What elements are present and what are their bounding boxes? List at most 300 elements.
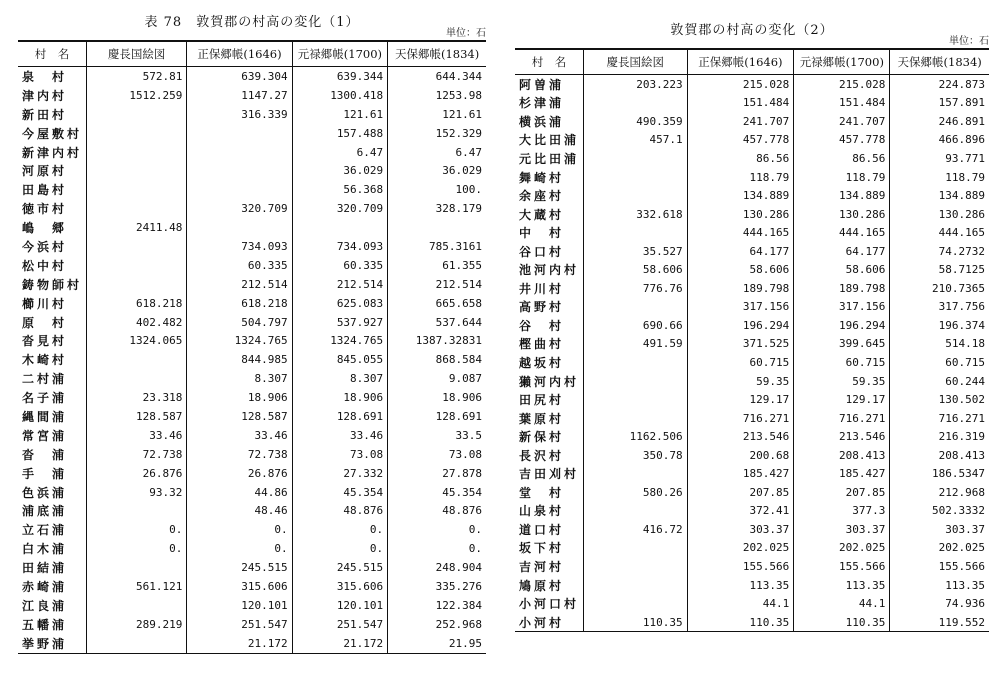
village-name-cell: 葉原村 [519,411,565,426]
yield-value-cell: 618.218 [87,294,187,313]
yield-value-cell: 120.101 [292,596,388,615]
table-row [515,539,989,558]
yield-value-cell [584,223,688,242]
yield-value-cell: 845.055 [292,350,388,369]
yield-value-cell: 0. [292,539,388,558]
yield-value-cell: 252.968 [388,615,486,634]
yield-value-cell: 320.709 [187,199,292,218]
yield-value-cell [584,390,688,409]
yield-value-cell: 48.46 [187,501,292,520]
village-name-cell: 横浜浦 [519,114,565,129]
yield-value-cell: 6.47 [388,143,486,162]
village-name-cell: 谷 村 [519,318,565,333]
yield-value-cell: 844.985 [187,350,292,369]
yield-value-cell: 186.5347 [890,464,989,483]
yield-value-cell [187,161,292,180]
yield-value-cell: 639.344 [292,67,388,86]
yield-value-cell: 328.179 [388,199,486,218]
yield-value-cell: 74.936 [890,594,989,613]
village-name-cell: 原 村 [22,315,68,330]
village-name-cell: 常宮浦 [22,428,68,443]
yield-value-cell: 0. [87,539,187,558]
yield-value-cell: 202.025 [687,539,794,558]
yield-value-cell: 33.5 [388,426,486,445]
yield-value-cell: 212.968 [890,483,989,502]
column-header: 村 名 [18,41,87,67]
table-row [515,353,989,372]
yield-value-cell: 8.307 [292,369,388,388]
yield-value-cell: 716.271 [687,409,794,428]
table-row [515,520,989,539]
yield-value-cell [87,199,187,218]
unit-label: 単位：石 [949,36,989,47]
yield-value-cell: 315.606 [187,577,292,596]
table-row [515,279,989,298]
yield-value-cell: 215.028 [794,75,890,94]
yield-value-cell: 26.876 [87,464,187,483]
yield-value-cell: 110.35 [687,613,794,632]
table-row [18,294,486,313]
table-row [515,112,989,131]
yield-value-cell: 44.1 [687,594,794,613]
yield-value-cell: 59.35 [687,372,794,391]
village-name-cell: 五幡浦 [22,617,68,632]
table-row [18,369,486,388]
yield-value-cell: 315.606 [292,577,388,596]
yield-value-cell: 639.304 [187,67,292,86]
yield-value-cell: 129.17 [794,390,890,409]
village-name-cell: 今浜村 [22,239,68,254]
table-row [18,143,486,162]
yield-value-cell [87,596,187,615]
village-name-cell: 谷口村 [519,244,565,259]
yield-value-cell: 213.546 [794,427,890,446]
table-row [18,596,486,615]
yield-value-cell: 60.715 [687,353,794,372]
yield-value-cell: 189.798 [687,279,794,298]
yield-value-cell: 690.66 [584,316,688,335]
yield-value-cell [87,180,187,199]
yield-value-cell: 130.286 [794,205,890,224]
column-header: 元禄郷帳(1700) [794,49,890,75]
yield-value-cell: 155.566 [687,557,794,576]
table-row [515,446,989,465]
yield-value-cell [87,143,187,162]
table-row [515,557,989,576]
yield-value-cell: 734.093 [292,237,388,256]
yield-value-cell: 416.72 [584,520,688,539]
yield-value-cell: 289.219 [87,615,187,634]
yield-value-cell: 185.427 [794,464,890,483]
yield-value-cell [187,180,292,199]
yield-value-cell [87,105,187,124]
yield-value-cell: 60.335 [187,256,292,275]
yield-value-cell: 208.413 [794,446,890,465]
yield-value-cell: 246.891 [890,112,989,131]
table-row [515,149,989,168]
yield-value-cell [584,502,688,521]
yield-value-cell [87,275,187,294]
yield-value-cell: 251.547 [292,615,388,634]
yield-value-cell [87,501,187,520]
yield-value-cell: 44.1 [794,594,890,613]
yield-value-cell: 45.354 [292,483,388,502]
table-row [515,94,989,113]
yield-value-cell: 129.17 [687,390,794,409]
yield-value-cell [584,594,688,613]
right-table-panel [515,22,989,632]
yield-value-cell: 202.025 [794,539,890,558]
yield-value-cell [87,124,187,143]
yield-value-cell: 64.177 [687,242,794,261]
yield-value-cell: 332.618 [584,205,688,224]
yield-value-cell: 58.7125 [890,260,989,279]
yield-value-cell: 317.156 [794,298,890,317]
table-row [18,445,486,464]
yield-value-cell: 196.374 [890,316,989,335]
yield-value-cell: 202.025 [890,539,989,558]
yield-value-cell: 36.029 [292,161,388,180]
table-row [515,205,989,224]
village-name-cell: 手 浦 [22,466,68,481]
yield-value-cell: 113.35 [794,576,890,595]
table-row [515,316,989,335]
yield-value-cell: 130.502 [890,390,989,409]
yield-value-cell: 48.876 [292,501,388,520]
yield-value-cell: 1512.259 [87,86,187,105]
yield-value-cell [584,557,688,576]
yield-value-cell: 1253.98 [388,86,486,105]
village-name-cell: 江良浦 [22,598,68,613]
village-name-cell: 浦底浦 [22,504,68,519]
yield-value-cell [584,353,688,372]
table-row [18,161,486,180]
village-name-cell: 木崎村 [22,353,68,368]
yield-value-cell: 93.32 [87,483,187,502]
table-row [18,483,486,502]
village-name-cell: 徳市村 [22,202,68,217]
yield-value-cell: 128.691 [388,407,486,426]
yield-value-cell: 72.738 [87,445,187,464]
yield-value-cell [87,558,187,577]
yield-value-cell [584,94,688,113]
left-table-panel [18,14,486,654]
village-name-cell: 中 村 [519,226,565,241]
village-name-cell: 新保村 [519,430,565,445]
yield-value-cell: 134.889 [890,186,989,205]
yield-value-cell: 303.37 [794,520,890,539]
yield-value-cell: 110.35 [794,613,890,632]
yield-value-cell: 0. [388,539,486,558]
yield-value-cell: 33.46 [187,426,292,445]
yield-value-cell: 245.515 [187,558,292,577]
yield-value-cell: 58.606 [794,260,890,279]
yield-value-cell: 118.79 [890,168,989,187]
table-row [515,613,989,632]
yield-value-cell [584,168,688,187]
yield-value-cell: 35.527 [584,242,688,261]
yield-value-cell: 444.165 [794,223,890,242]
table-title: 表 78 敦賀郡の村高の変化（1） [144,15,360,30]
table-row [18,501,486,520]
yield-value-cell: 514.18 [890,335,989,354]
yield-value-cell: 1324.065 [87,331,187,350]
village-name-cell: 新津内村 [22,145,83,160]
village-yield-table-2 [515,48,989,632]
yield-value-cell: 45.354 [388,483,486,502]
yield-value-cell: 303.37 [687,520,794,539]
yield-value-cell: 785.3161 [388,237,486,256]
village-name-cell: 堂 村 [519,485,565,500]
yield-value-cell: 504.797 [187,313,292,332]
table-row [18,124,486,143]
yield-value-cell: 61.355 [388,256,486,275]
yield-value-cell: 58.606 [584,260,688,279]
column-header: 正保郷帳(1646) [187,41,292,67]
village-name-cell: 嶋 郷 [22,221,68,236]
village-name-cell: 白木浦 [22,542,68,557]
village-name-cell: 二村浦 [22,372,68,387]
yield-value-cell: 1147.27 [187,86,292,105]
village-name-cell: 大比田浦 [519,133,580,148]
yield-value-cell: 203.223 [584,75,688,94]
column-header: 天保郷帳(1834) [388,41,486,67]
column-header: 慶長国絵図 [87,41,187,67]
table-row [18,180,486,199]
yield-value-cell: 128.691 [292,407,388,426]
yield-value-cell: 200.68 [687,446,794,465]
table-row [515,260,989,279]
table-row [515,168,989,187]
village-name-cell: 余座村 [519,189,565,204]
yield-value-cell: 113.35 [890,576,989,595]
table-row [18,388,486,407]
table-row [18,313,486,332]
yield-value-cell: 207.85 [794,483,890,502]
table-row [18,426,486,445]
yield-value-cell: 572.81 [87,67,187,86]
yield-value-cell: 208.413 [890,446,989,465]
yield-value-cell: 1324.765 [187,331,292,350]
yield-value-cell: 0. [87,520,187,539]
yield-value-cell: 44.86 [187,483,292,502]
village-name-cell: 縄間浦 [22,409,68,424]
yield-value-cell: 537.927 [292,313,388,332]
yield-value-cell: 113.35 [687,576,794,595]
yield-value-cell: 21.172 [292,634,388,653]
yield-value-cell: 644.344 [388,67,486,86]
yield-value-cell: 27.878 [388,464,486,483]
yield-value-cell: 0. [292,520,388,539]
yield-value-cell: 27.332 [292,464,388,483]
yield-value-cell [584,186,688,205]
table-row [18,634,486,653]
yield-value-cell: 212.514 [292,275,388,294]
yield-value-cell: 399.645 [794,335,890,354]
yield-value-cell: 1300.418 [292,86,388,105]
yield-value-cell: 625.083 [292,294,388,313]
yield-value-cell [87,369,187,388]
yield-value-cell: 36.029 [388,161,486,180]
yield-value-cell: 26.876 [187,464,292,483]
header-row [18,41,486,67]
yield-value-cell: 185.427 [687,464,794,483]
yield-value-cell: 33.46 [87,426,187,445]
yield-value-cell: 665.658 [388,294,486,313]
village-name-cell: 坂下村 [519,541,565,556]
table-row [18,520,486,539]
yield-value-cell: 128.587 [187,407,292,426]
yield-value-cell: 60.244 [890,372,989,391]
yield-value-cell: 350.78 [584,446,688,465]
yield-value-cell: 490.359 [584,112,688,131]
yield-value-cell [584,409,688,428]
yield-value-cell: 130.286 [687,205,794,224]
table-row [18,331,486,350]
table-row [18,464,486,483]
yield-value-cell: 189.798 [794,279,890,298]
table-row [18,539,486,558]
yield-value-cell: 0. [187,520,292,539]
yield-value-cell: 1324.765 [292,331,388,350]
table-row [18,237,486,256]
yield-value-cell: 1162.506 [584,427,688,446]
yield-value-cell: 224.873 [890,75,989,94]
yield-value-cell: 118.79 [687,168,794,187]
village-name-cell: 吉河村 [519,559,565,574]
yield-value-cell: 457.778 [687,131,794,150]
yield-value-cell: 444.165 [687,223,794,242]
yield-value-cell: 245.515 [292,558,388,577]
yield-value-cell [87,634,187,653]
village-name-cell: 鋳物師村 [22,277,83,292]
village-name-cell: 津内村 [22,88,68,103]
yield-value-cell: 134.889 [794,186,890,205]
yield-value-cell: 0. [388,520,486,539]
yield-value-cell: 241.707 [687,112,794,131]
table-row [515,372,989,391]
village-name-cell: 杉津浦 [519,96,565,111]
yield-value-cell: 86.56 [687,149,794,168]
yield-value-cell [584,372,688,391]
village-name-cell: 今屋敷村 [22,126,83,141]
yield-value-cell [584,298,688,317]
column-header: 村 名 [515,49,584,75]
table-row [515,576,989,595]
yield-value-cell: 58.606 [687,260,794,279]
yield-value-cell [584,539,688,558]
yield-value-cell: 134.889 [687,186,794,205]
yield-value-cell [87,256,187,275]
village-name-cell: 山泉村 [519,504,565,519]
yield-value-cell: 248.904 [388,558,486,577]
yield-value-cell [187,124,292,143]
village-name-cell: 田結浦 [22,561,68,576]
yield-value-cell: 372.41 [687,502,794,521]
yield-value-cell: 64.177 [794,242,890,261]
yield-value-cell: 93.771 [890,149,989,168]
table-row [18,67,486,86]
village-name-cell: 池河内村 [519,263,580,278]
yield-value-cell: 60.715 [890,353,989,372]
table-row [515,594,989,613]
village-name-cell: 色浜浦 [22,485,68,500]
table-row [18,199,486,218]
yield-value-cell: 18.906 [187,388,292,407]
village-name-cell: 松中村 [22,258,68,273]
yield-value-cell: 371.525 [687,335,794,354]
table-row [515,390,989,409]
table-row [515,75,989,94]
yield-value-cell: 2411.48 [87,218,187,237]
village-name-cell: 田尻村 [519,393,565,408]
village-name-cell: 高野村 [519,300,565,315]
yield-value-cell: 119.552 [890,613,989,632]
yield-value-cell [87,161,187,180]
yield-value-cell: 537.644 [388,313,486,332]
yield-value-cell: 580.26 [584,483,688,502]
yield-value-cell: 317.156 [687,298,794,317]
table-row [515,223,989,242]
header-row [515,49,989,75]
yield-value-cell: 335.276 [388,577,486,596]
village-name-cell: 小河口村 [519,597,580,612]
column-header: 正保郷帳(1646) [687,49,794,75]
yield-value-cell: 151.484 [687,94,794,113]
village-name-cell: 大蔵村 [519,207,565,222]
column-header: 元禄郷帳(1700) [292,41,388,67]
yield-value-cell [187,218,292,237]
yield-value-cell: 100. [388,180,486,199]
column-header: 慶長国絵図 [584,49,688,75]
yield-value-cell: 457.1 [584,131,688,150]
yield-value-cell [292,218,388,237]
yield-value-cell: 776.76 [584,279,688,298]
table-row [515,131,989,150]
table-row [515,483,989,502]
yield-value-cell: 561.121 [87,577,187,596]
village-name-cell: 道口村 [519,522,565,537]
yield-value-cell: 33.46 [292,426,388,445]
yield-value-cell: 56.368 [292,180,388,199]
yield-value-cell: 21.95 [388,634,486,653]
yield-value-cell: 303.37 [890,520,989,539]
yield-value-cell: 734.093 [187,237,292,256]
yield-value-cell: 121.61 [292,105,388,124]
yield-value-cell: 212.514 [388,275,486,294]
yield-value-cell: 157.488 [292,124,388,143]
yield-value-cell: 73.08 [388,445,486,464]
village-name-cell: 新田村 [22,107,68,122]
table-row [515,464,989,483]
yield-value-cell [87,237,187,256]
yield-value-cell: 155.566 [794,557,890,576]
table-row [515,242,989,261]
village-name-cell: 鳩原村 [519,578,565,593]
table-row [18,558,486,577]
village-name-cell: 舞崎村 [519,170,565,185]
yield-value-cell: 128.587 [87,407,187,426]
yield-value-cell: 9.087 [388,369,486,388]
yield-value-cell: 48.876 [388,501,486,520]
table-title: 敦賀郡の村高の変化（2） [670,23,834,38]
yield-value-cell: 110.35 [584,613,688,632]
yield-value-cell [87,350,187,369]
table-row [515,502,989,521]
yield-value-cell: 152.329 [388,124,486,143]
village-name-cell: 阿曽浦 [519,77,565,92]
yield-value-cell: 618.218 [187,294,292,313]
